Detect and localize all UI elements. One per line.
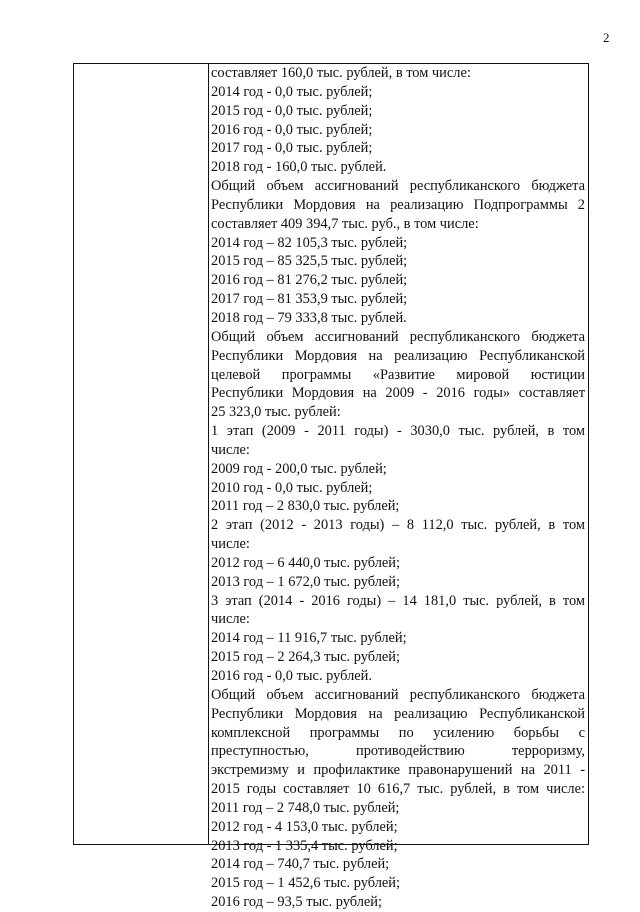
text-line: составляет 160,0 тыс. рублей, в том числе: <box>211 65 471 81</box>
text-line: 2014 год – 11 916,7 тыс. рублей; <box>211 630 407 647</box>
text-line: 2015 год – 1 452,6 тыс. рублей; <box>211 875 400 892</box>
page-number: 2 <box>603 30 610 45</box>
text-line: преступностью, противодействию терроризму, <box>211 743 585 760</box>
text-line: 2010 год - 0,0 тыс. рублей; <box>211 479 373 496</box>
text-line: 2015 год – 2 264,3 тыс. рублей; <box>211 649 400 666</box>
document-table <box>73 63 589 911</box>
text-line: 2016 год - 0,0 тыс. рублей; <box>211 121 373 138</box>
text-line: 3 этап (2014 - 2016 годы) – 14 181,0 тыс. рублей, в том <box>211 592 585 609</box>
text-line: 2015 год - 0,0 тыс. рублей; <box>211 102 373 119</box>
text-line: целевой программы «Развитие мировой юстиции <box>211 366 585 383</box>
text-line: Республики Мордовия на реализацию Республиканской <box>211 347 585 364</box>
text-line: 2014 год – 740,7 тыс. рублей; <box>211 856 390 873</box>
text-line: Общий объем ассигнований республиканского бюджета <box>211 686 585 703</box>
text-line: 2014 год - 0,0 тыс. рублей; <box>211 83 373 100</box>
text-line: 2012 год - 4 153,0 тыс. рублей; <box>211 818 398 835</box>
text-line: 2013 год – 1 672,0 тыс. рублей; <box>211 573 400 590</box>
text-line: Республики Мордовия на реализацию Республиканской <box>211 705 585 722</box>
text-line: числе: <box>211 441 250 458</box>
text-line: 2018 год – 79 333,8 тыс. рублей. <box>211 309 407 326</box>
text-line: составляет 409 394,7 тыс. руб., в том числе: <box>211 215 479 232</box>
text-line: комплексной программы по усилению борьбы с <box>211 724 585 741</box>
text-line: 2016 год - 0,0 тыс. рублей. <box>211 668 372 684</box>
text-line: 2009 год - 200,0 тыс. рублей; <box>211 460 387 477</box>
text-line: 2017 год - 0,0 тыс. рублей; <box>211 140 373 157</box>
text-line: 2015 годы составляет 10 616,7 тыс. рублей, в том числе: <box>211 781 585 798</box>
text-line: 2014 год – 82 105,3 тыс. рублей; <box>211 234 408 251</box>
text-line: 2016 год – 93,5 тыс. рублей; <box>211 894 382 911</box>
text-line: 2017 год – 81 353,9 тыс. рублей; <box>211 291 408 308</box>
text-line: 2016 год – 81 276,2 тыс. рублей; <box>211 272 408 289</box>
text-line: 2011 год – 2 830,0 тыс. рублей; <box>211 498 400 515</box>
text-line: 2011 год – 2 748,0 тыс. рублей; <box>211 799 400 816</box>
text-line: 25 323,0 тыс. рублей: <box>211 404 341 421</box>
text-line: числе: <box>211 611 250 628</box>
text-line: 1 этап (2009 - 2011 годы) - 3030,0 тыс. рублей, в том <box>211 423 585 440</box>
text-line: 2015 год – 85 325,5 тыс. рублей; <box>211 253 408 270</box>
column-divider <box>208 64 209 844</box>
text-line: Республики Мордовия на 2009 - 2016 годы» составляет <box>211 385 585 402</box>
text-line: экстремизму и профилактике правонарушений на 2011 - <box>211 762 585 779</box>
text-line: Общий объем ассигнований республиканского бюджета <box>211 328 585 345</box>
table-right-cell <box>211 64 585 912</box>
text-line: 2012 год – 6 440,0 тыс. рублей; <box>211 554 400 571</box>
text-line: Общий объем ассигнований республиканского бюджета <box>211 178 585 195</box>
text-line: 2018 год - 160,0 тыс. рублей. <box>211 159 387 176</box>
text-line: Республики Мордовия на реализацию Подпрограммы 2 <box>211 196 585 213</box>
text-line: 2013 год - 1 335,4 тыс. рублей; <box>211 837 398 854</box>
text-line: 2 этап (2012 - 2013 годы) – 8 112,0 тыс. рублей, в том <box>211 517 585 534</box>
text-line: числе: <box>211 536 250 553</box>
